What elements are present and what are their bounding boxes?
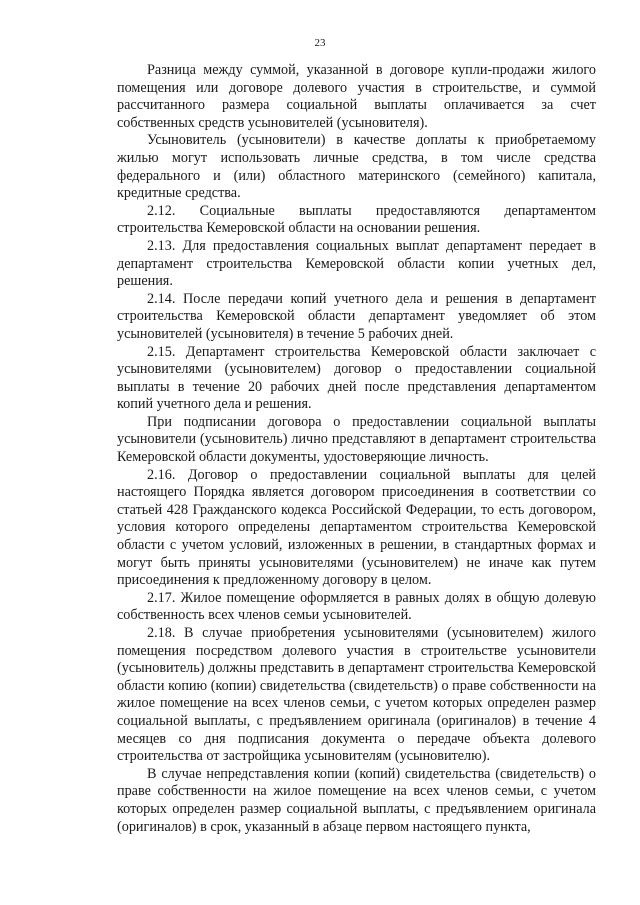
- paragraph-additional-funds: Усыновитель (усыновители) в качестве доплаты к приобретаемому жилью могут использовать личные средства, в том числе средства федерального и (или) областного материнского (семейного) капитала, кредитные средства.: [117, 132, 596, 202]
- paragraph-difference-payment: Разница между суммой, указанной в договоре купли-продажи жилого помещения или договоре долевого участия в строительстве, и суммой рассчитанного размера социальной выплаты оплачивается за счет собственных средств усыновителей (усыновителя).: [117, 62, 596, 131]
- paragraph-2-17: 2.17. Жилое помещение оформляется в равных долях в общую долевую собственность всех членов семьи усыновителей.: [117, 589, 596, 624]
- paragraph-2-16: 2.16. Договор о предоставлении социальной выплаты для целей настоящего Порядка является договором присоединения в соответствии со статьей 428 Гражданского кодекса Российской Федерации, то есть договором, условия которого определены департаментом строительства Кемеровской области с учетом условий, изложенных в решении, в стандартных формах и могут быть приняты усыновителями (усыновителем) не иначе как путем присоединения к предложенному договору в целом.: [117, 466, 596, 589]
- paragraph-2-15: 2.15. Департамент строительства Кемеровской области заключает с усыновителями (усыновителем) договор о предоставлении социальной выплаты в течение 20 рабочих дней после представления департаментом копий учетного дела и решения.: [117, 343, 596, 413]
- paragraph-2-18: 2.18. В случае приобретения усыновителями (усыновителем) жилого помещения посредством долевого участия в строительстве усыновители (усыновитель) должны представить в департамент строительства Кемеровской области копию (копии) свидетельства (свидетельств) о праве собственности на жилое помещение на всех членов семьи, с учетом которых определен размер социальной выплаты, с предъявлением оригинала (оригиналов) в течение 4 месяцев со дня подписания документа о передаче объекта долевого строительства от застройщика усыновителям (усыновителю).: [117, 625, 596, 765]
- paragraph-2-13: 2.13. Для предоставления социальных выплат департамент передает в департамент строительства Кемеровской области копии учетных дел, решения.: [117, 237, 596, 290]
- paragraph-contract-signing: При подписании договора о предоставлении социальной выплаты усыновители (усыновитель) лично представляют в департамент строительства Кемеровской области документы, удостоверяющие личность.: [117, 413, 596, 466]
- page-number: 23: [314, 37, 326, 49]
- paragraph-2-14: 2.14. После передачи копий учетного дела и решения в департамент строительства Кемеровской области департамент уведомляет об этом усыновителей (усыновителя) в течение 5 рабочих дней.: [117, 290, 596, 342]
- paragraph-2-12: 2.12. Социальные выплаты предоставляются департаментом строительства Кемеровской области на основании решения.: [117, 202, 596, 237]
- paragraph-non-submission: В случае непредставления копии (копий) свидетельства (свидетельств) о праве собственности на жилое помещение на всех членов семьи, с учетом которых определен размер социальной выплаты, с предъявлением оригинала (оригиналов) в срок, указанный в абзаце первом настоящего пункта,: [117, 765, 596, 835]
- body-text: [117, 62, 596, 836]
